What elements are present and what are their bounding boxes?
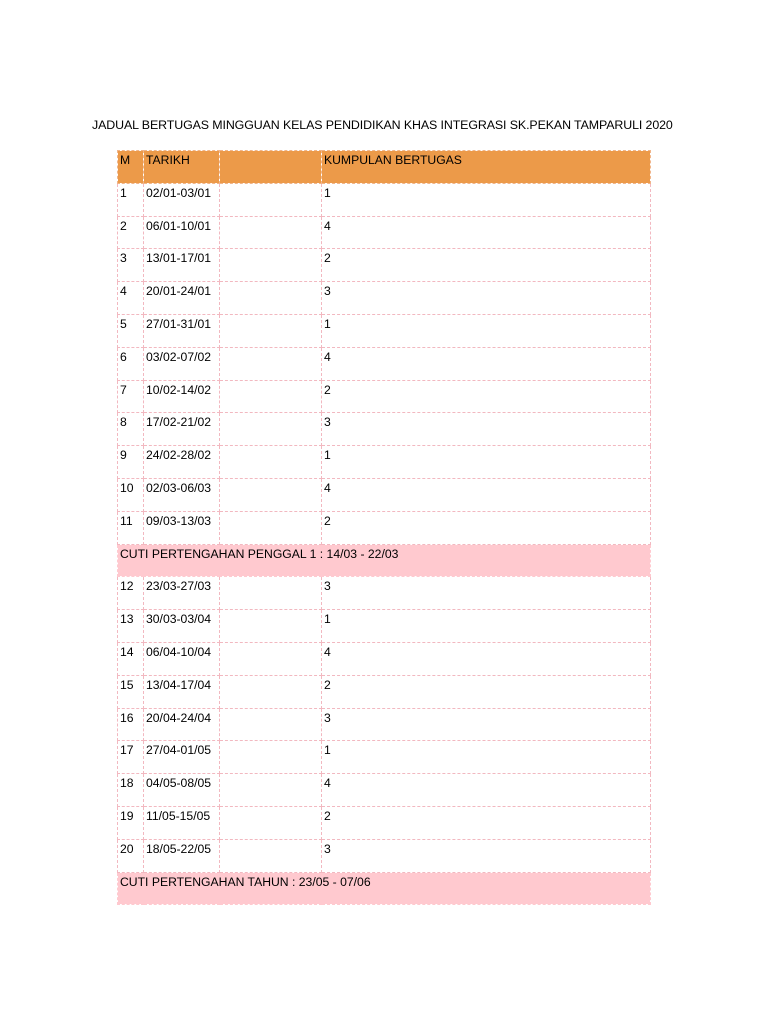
week-number-cell: 18	[118, 774, 144, 807]
table-row	[118, 774, 651, 807]
blank-cell	[220, 216, 322, 249]
duty-group-cell: 4	[322, 478, 651, 511]
duty-group-cell: 1	[322, 610, 651, 643]
blank-cell	[220, 708, 322, 741]
week-number-cell: 8	[118, 413, 144, 446]
date-range-cell: 10/02-14/02	[144, 380, 220, 413]
date-range-cell: 20/04-24/04	[144, 708, 220, 741]
date-range-cell: 27/01-31/01	[144, 314, 220, 347]
table-row	[118, 380, 651, 413]
week-number-cell: 3	[118, 249, 144, 282]
week-number-cell: 12	[118, 577, 144, 610]
blank-cell	[220, 806, 322, 839]
blank-cell	[220, 774, 322, 807]
duty-group-cell: 1	[322, 741, 651, 774]
blank-cell	[220, 675, 322, 708]
header-date: TARIKH	[144, 151, 220, 184]
table-header-row	[118, 151, 651, 184]
blank-cell	[220, 741, 322, 774]
holiday-row	[118, 544, 651, 577]
duty-group-cell: 3	[322, 839, 651, 872]
blank-cell	[220, 478, 322, 511]
blank-cell	[220, 610, 322, 643]
holiday-label: CUTI PERTENGAHAN PENGGAL 1 : 14/03 - 22/03	[118, 544, 651, 577]
week-number-cell: 5	[118, 314, 144, 347]
duty-group-cell: 4	[322, 774, 651, 807]
date-range-cell: 02/03-06/03	[144, 478, 220, 511]
table-row	[118, 642, 651, 675]
blank-cell	[220, 183, 322, 216]
week-number-cell: 13	[118, 610, 144, 643]
table-row	[118, 413, 651, 446]
table-row	[118, 446, 651, 479]
week-number-cell: 1	[118, 183, 144, 216]
blank-cell	[220, 642, 322, 675]
date-range-cell: 04/05-08/05	[144, 774, 220, 807]
week-number-cell: 10	[118, 478, 144, 511]
blank-cell	[220, 839, 322, 872]
holiday-row	[118, 872, 651, 905]
table-row	[118, 314, 651, 347]
duty-group-cell: 3	[322, 708, 651, 741]
blank-cell	[220, 511, 322, 544]
week-number-cell: 6	[118, 347, 144, 380]
date-range-cell: 17/02-21/02	[144, 413, 220, 446]
blank-cell	[220, 249, 322, 282]
duty-group-cell: 4	[322, 642, 651, 675]
duty-group-cell: 4	[322, 216, 651, 249]
table-body	[118, 151, 651, 905]
date-range-cell: 30/03-03/04	[144, 610, 220, 643]
document-title: JADUAL BERTUGAS MINGGUAN KELAS PENDIDIKAN KHAS INTEGRASI SK.PEKAN TAMPARULI 2020	[92, 118, 673, 132]
date-range-cell: 06/04-10/04	[144, 642, 220, 675]
table-row	[118, 478, 651, 511]
date-range-cell: 24/02-28/02	[144, 446, 220, 479]
week-number-cell: 7	[118, 380, 144, 413]
table-row	[118, 806, 651, 839]
date-range-cell: 23/03-27/03	[144, 577, 220, 610]
table-row	[118, 347, 651, 380]
date-range-cell: 18/05-22/05	[144, 839, 220, 872]
blank-cell	[220, 282, 322, 315]
blank-cell	[220, 314, 322, 347]
header-blank	[220, 151, 322, 184]
table-row	[118, 183, 651, 216]
table-row	[118, 675, 651, 708]
date-range-cell: 11/05-15/05	[144, 806, 220, 839]
holiday-label: CUTI PERTENGAHAN TAHUN : 23/05 - 07/06	[118, 872, 651, 905]
week-number-cell: 16	[118, 708, 144, 741]
blank-cell	[220, 380, 322, 413]
week-number-cell: 19	[118, 806, 144, 839]
duty-schedule-table	[117, 150, 651, 905]
date-range-cell: 13/01-17/01	[144, 249, 220, 282]
duty-group-cell: 3	[322, 577, 651, 610]
table-row	[118, 839, 651, 872]
date-range-cell: 06/01-10/01	[144, 216, 220, 249]
duty-group-cell: 1	[322, 446, 651, 479]
blank-cell	[220, 413, 322, 446]
table-row	[118, 741, 651, 774]
header-week-number: M	[118, 151, 144, 184]
week-number-cell: 15	[118, 675, 144, 708]
date-range-cell: 20/01-24/01	[144, 282, 220, 315]
duty-group-cell: 2	[322, 511, 651, 544]
duty-group-cell: 1	[322, 314, 651, 347]
duty-group-cell: 3	[322, 413, 651, 446]
date-range-cell: 27/04-01/05	[144, 741, 220, 774]
week-number-cell: 4	[118, 282, 144, 315]
duty-group-cell: 2	[322, 380, 651, 413]
duty-group-cell: 2	[322, 806, 651, 839]
date-range-cell: 13/04-17/04	[144, 675, 220, 708]
week-number-cell: 14	[118, 642, 144, 675]
table-row	[118, 708, 651, 741]
blank-cell	[220, 446, 322, 479]
week-number-cell: 9	[118, 446, 144, 479]
table-row	[118, 216, 651, 249]
duty-group-cell: 2	[322, 249, 651, 282]
duty-group-cell: 1	[322, 183, 651, 216]
header-duty-group: KUMPULAN BERTUGAS	[322, 151, 651, 184]
table-row	[118, 249, 651, 282]
duty-group-cell: 4	[322, 347, 651, 380]
week-number-cell: 2	[118, 216, 144, 249]
table-row	[118, 577, 651, 610]
duty-group-cell: 3	[322, 282, 651, 315]
week-number-cell: 11	[118, 511, 144, 544]
blank-cell	[220, 347, 322, 380]
week-number-cell: 17	[118, 741, 144, 774]
table-row	[118, 282, 651, 315]
date-range-cell: 02/01-03/01	[144, 183, 220, 216]
table-row	[118, 511, 651, 544]
date-range-cell: 09/03-13/03	[144, 511, 220, 544]
week-number-cell: 20	[118, 839, 144, 872]
duty-group-cell: 2	[322, 675, 651, 708]
blank-cell	[220, 577, 322, 610]
table-row	[118, 610, 651, 643]
date-range-cell: 03/02-07/02	[144, 347, 220, 380]
